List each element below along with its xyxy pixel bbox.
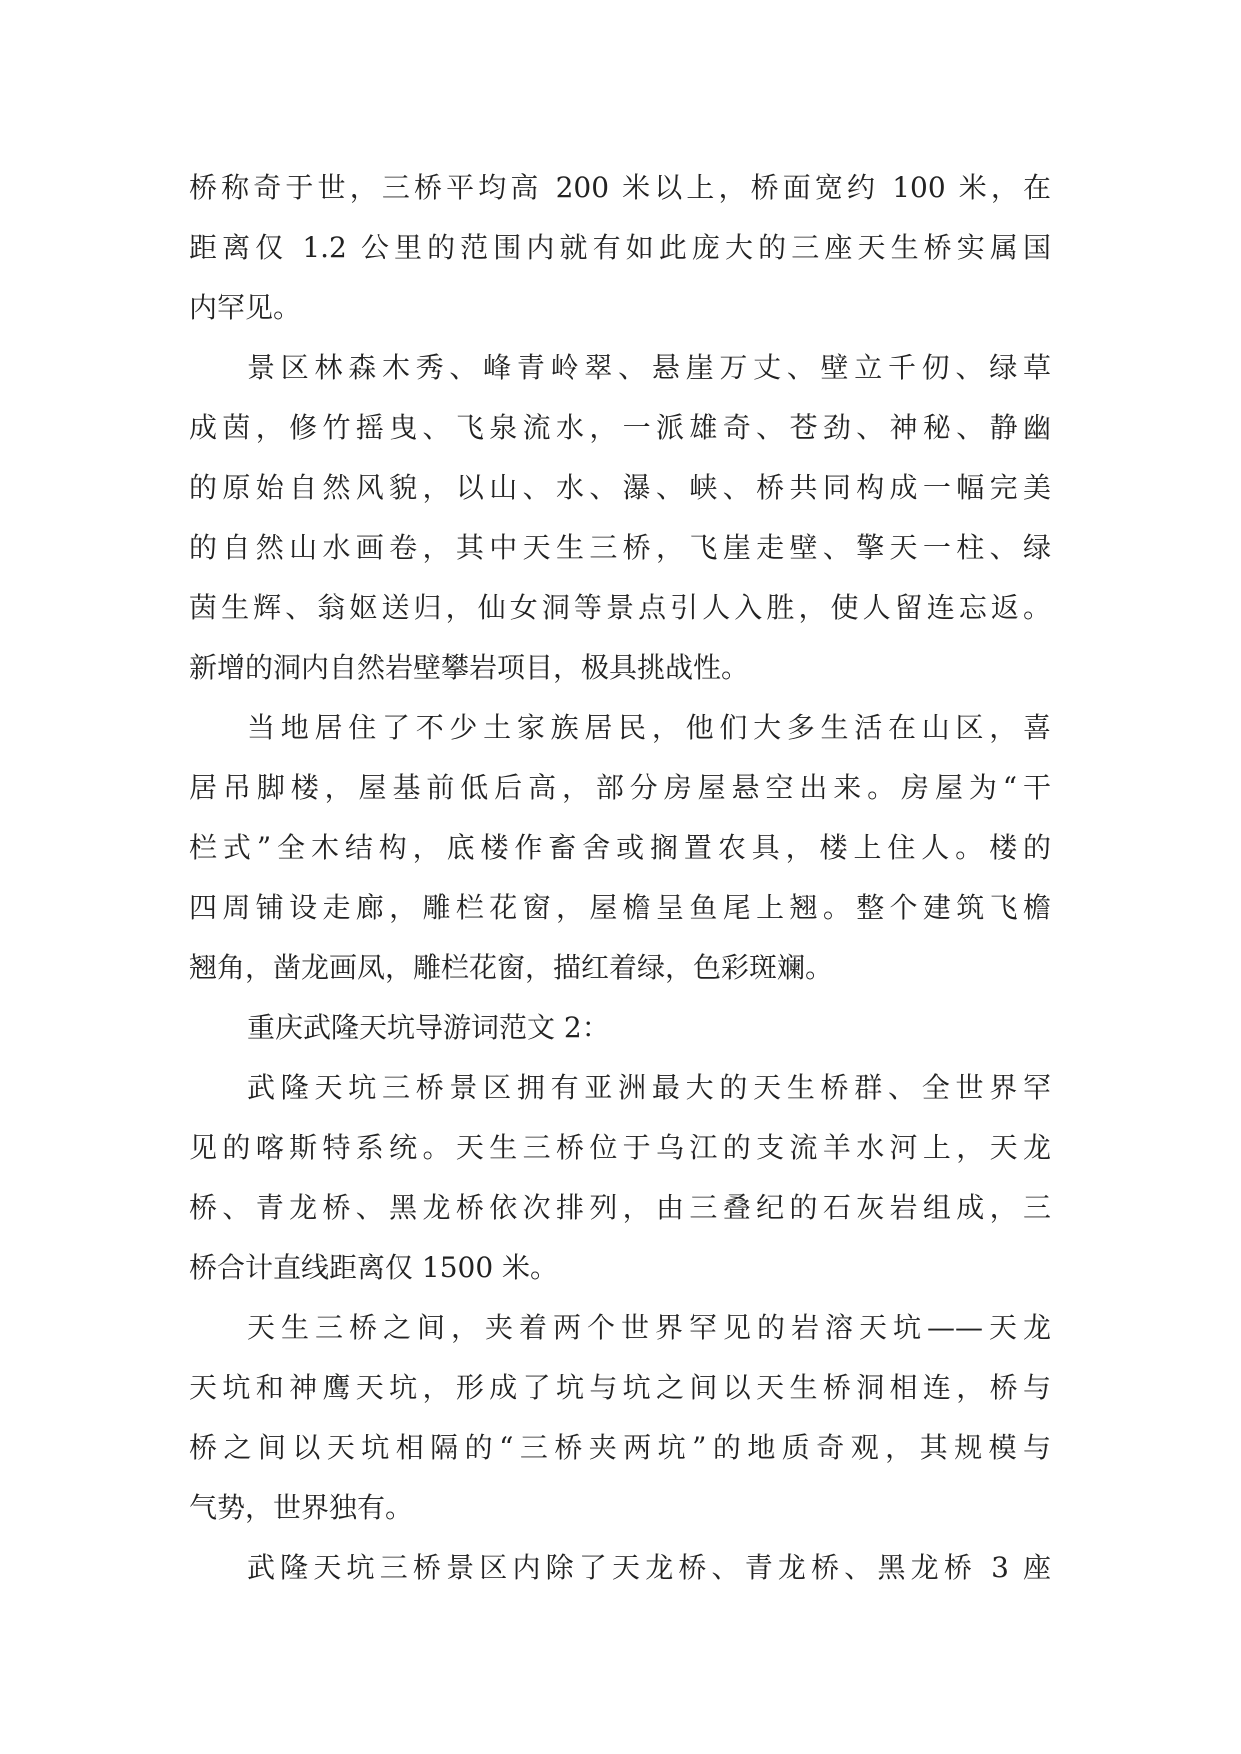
text-line: 当地居住了不少土家族居民，他们大多生活在山区，喜: [247, 711, 1051, 744]
text-line: 距离仅 1.2 公里的范围内就有如此庞大的三座天生桥实属国: [189, 231, 1051, 264]
text-line: 景区林森木秀、峰青岭翠、悬崖万丈、壁立千仞、绿草: [247, 351, 1051, 384]
text-line: 桥之间以天坑相隔的“三桥夹两坑”的地质奇观，其规模与: [189, 1431, 1051, 1464]
text-line: 栏式”全木结构，底楼作畜舍或搁置农具，楼上住人。楼的: [189, 831, 1051, 864]
text-line: 翘角，凿龙画凤，雕栏花窗，描红着绿，色彩斑斓。: [189, 951, 834, 984]
text-line: 新增的洞内自然岩壁攀岩项目，极具挑战性。: [189, 651, 750, 684]
text-line: 四周铺设走廊，雕栏花窗，屋檐呈鱼尾上翘。整个建筑飞檐: [189, 891, 1051, 924]
text-line: 桥、青龙桥、黑龙桥依次排列，由三叠纪的石灰岩组成，三: [189, 1191, 1051, 1224]
text-line: 的原始自然风貌，以山、水、瀑、峡、桥共同构成一幅完美: [189, 471, 1051, 504]
text-line: 成茵，修竹摇曳、飞泉流水，一派雄奇、苍劲、神秘、静幽: [189, 411, 1051, 444]
text-line: 茵生辉、翁妪送归，仙女洞等景点引人入胜，使人留连忘返。: [189, 591, 1051, 624]
text-line: 桥称奇于世，三桥平均高 200 米以上，桥面宽约 100 米，在: [189, 171, 1051, 204]
text-line: 武隆天坑三桥景区内除了天龙桥、青龙桥、黑龙桥 3 座: [247, 1551, 1051, 1584]
text-line: 内罕见。: [189, 291, 302, 324]
text-line: 桥合计直线距离仅 1500 米。: [189, 1251, 559, 1284]
text-line: 重庆武隆天坑导游词范文 2：: [247, 1011, 610, 1044]
text-line: 天生三桥之间，夹着两个世界罕见的岩溶天坑——天龙: [247, 1311, 1051, 1344]
text-line: 居吊脚楼，屋基前低后高，部分房屋悬空出来。房屋为“干: [189, 771, 1051, 804]
text-line: 武隆天坑三桥景区拥有亚洲最大的天生桥群、全世界罕: [247, 1071, 1051, 1104]
text-line: 气势，世界独有。: [189, 1491, 414, 1524]
text-line: 见的喀斯特系统。天生三桥位于乌江的支流羊水河上，天龙: [189, 1131, 1051, 1164]
text-line: 天坑和神鹰天坑，形成了坑与坑之间以天生桥洞相连，桥与: [189, 1371, 1051, 1404]
text-line: 的自然山水画卷，其中天生三桥，飞崖走壁、擎天一柱、绿: [189, 531, 1051, 564]
body-text: [189, 158, 1051, 1598]
